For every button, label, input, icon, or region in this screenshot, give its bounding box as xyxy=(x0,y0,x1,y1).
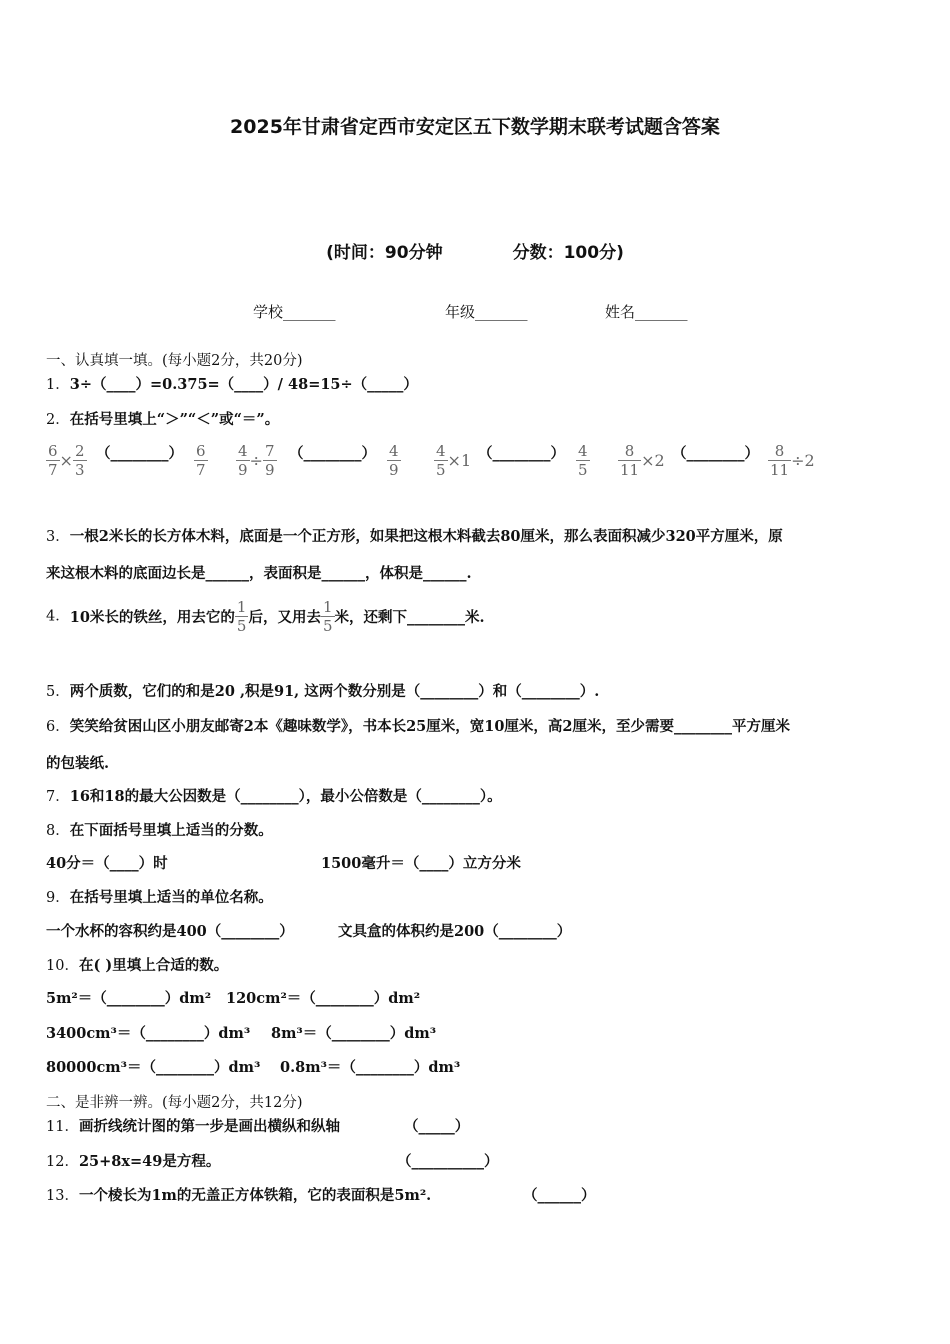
comparison-expression: $\frac{4}{5}$ ×1 xyxy=(436,442,472,479)
fraction: $\frac{4}{5}$ xyxy=(436,442,446,479)
answer-blank[interactable]: （________） xyxy=(289,445,376,462)
question-10-row1a: 5m²＝（________）dm² xyxy=(46,990,212,1007)
question-3: 3．一根2米长的长方体木料，底面是一个正方形，如果把这根木料截去80厘米，那么表面积减少320平方厘米，原 xyxy=(46,528,783,545)
question-3-continued: 来这根木料的底面边长是______，表面积是______，体积是______. xyxy=(46,565,472,582)
total-score: 分数：100分) xyxy=(512,243,624,263)
comparison-target xyxy=(387,442,401,479)
question-10-row1b: 120cm²＝（________）dm² xyxy=(226,990,421,1007)
comparison-expression: $\frac{6}{7}$ × $\frac{2}{3}$ xyxy=(48,442,85,479)
fraction: $\frac{6}{7}$ xyxy=(48,442,58,479)
answer-blank[interactable]: （________） xyxy=(478,445,565,462)
question-7: 7．16和18的最大公因数是（________），最小公倍数是（________）。 xyxy=(46,788,502,805)
fraction: $\frac{1}{5}$ xyxy=(236,598,247,635)
question-1: 1．3÷（____）=0.375=（____）/ 48=15÷（_____） xyxy=(46,376,418,393)
true-false-blank[interactable]: （_____） xyxy=(404,1118,470,1135)
fraction: $\frac{8}{11}$ xyxy=(770,442,790,479)
fraction: $\frac{8}{11}$ xyxy=(620,442,640,479)
comparison-expression: $\frac{8}{11}$ ×2 xyxy=(620,442,665,479)
comparison-target: $\frac{8}{11}$ ÷2 xyxy=(770,442,815,479)
question-11: 11．画折线统计图的第一步是画出横纵和纵轴 xyxy=(46,1118,340,1135)
comparison-target xyxy=(576,442,590,479)
student-info xyxy=(0,301,950,323)
question-6-continued: 的包装纸. xyxy=(46,755,110,772)
page-title: 2025年甘肃省定西市安定区五下数学期末联考试题含答案 xyxy=(230,116,720,138)
question-10-row2b: 8m³＝（________）dm³ xyxy=(271,1025,437,1042)
grade-field[interactable]: 年级_______ xyxy=(445,303,528,321)
fraction: $\frac{2}{3}$ xyxy=(74,442,85,479)
answer-blank[interactable]: （________） xyxy=(672,445,759,462)
question-2: 2．在括号里填上“＞”“＜”或“＝”。 xyxy=(46,411,280,428)
question-8: 8．在下面括号里填上适当的分数。 xyxy=(46,822,273,839)
question-10-row2a: 3400cm³＝（________）dm³ xyxy=(46,1025,251,1042)
fraction: $\frac{4}{5}$ xyxy=(578,442,588,479)
exam-meta xyxy=(0,238,950,263)
comparison-expression: $\frac{4}{9}$ ÷ $\frac{7}{9}$ xyxy=(238,442,275,479)
question-9a: 一个水杯的容积约是400（________） xyxy=(46,923,294,940)
question-10: 10．在( )里填上合适的数。 xyxy=(46,957,229,974)
name-field[interactable]: 姓名_______ xyxy=(605,303,688,321)
question-8b: 1500毫升＝（____）立方分米 xyxy=(321,855,521,872)
question-10-row3b: 0.8m³＝（________）dm³ xyxy=(280,1059,461,1076)
true-false-blank[interactable]: （______） xyxy=(523,1187,596,1204)
comparison-target xyxy=(194,442,208,479)
fraction: $\frac{4}{9}$ xyxy=(238,442,248,479)
question-5: 5．两个质数，它们的和是20 ,积是91, 这两个数分别是（________）和（________）. xyxy=(46,683,600,700)
time-limit: (时间：90分钟 xyxy=(326,243,443,263)
answer-blank[interactable]: （________） xyxy=(96,445,183,462)
question-10-row3a: 80000cm³＝（________）dm³ xyxy=(46,1059,261,1076)
school-field[interactable]: 学校_______ xyxy=(253,303,336,321)
question-9: 9．在括号里填上适当的单位名称。 xyxy=(46,889,273,906)
question-4: 4．10米长的铁丝，用去它的 $\frac{1}{5}$ 后，又用去 $\frac{1}{5}$ 米，还剩下________米. xyxy=(46,598,485,635)
question-6: 6．笑笑给贫困山区小朋友邮寄2本《趣味数学》，书本长25厘米，宽10厘米，高2厘米，至少需要________平方厘米 xyxy=(46,718,791,735)
fraction: $\frac{4}{9}$ xyxy=(389,442,399,479)
section-heading-1: 一、认真填一填。(每小题2分，共20分) xyxy=(46,353,303,369)
fraction: $\frac{1}{5}$ xyxy=(322,598,333,635)
question-8a: 40分＝（____）时 xyxy=(46,855,168,872)
question-13: 13．一个棱长为1m的无盖正方体铁箱，它的表面积是5m². xyxy=(46,1187,432,1204)
section-heading-2: 二、是非辨一辨。(每小题2分，共12分) xyxy=(46,1095,303,1111)
fraction: $\frac{6}{7}$ xyxy=(196,442,206,479)
question-9b: 文具盒的体积约是200（________） xyxy=(338,923,572,940)
fraction: $\frac{7}{9}$ xyxy=(264,442,275,479)
question-12: 12．25+8x=49是方程。 xyxy=(46,1153,221,1170)
true-false-blank[interactable]: （__________） xyxy=(397,1153,499,1170)
